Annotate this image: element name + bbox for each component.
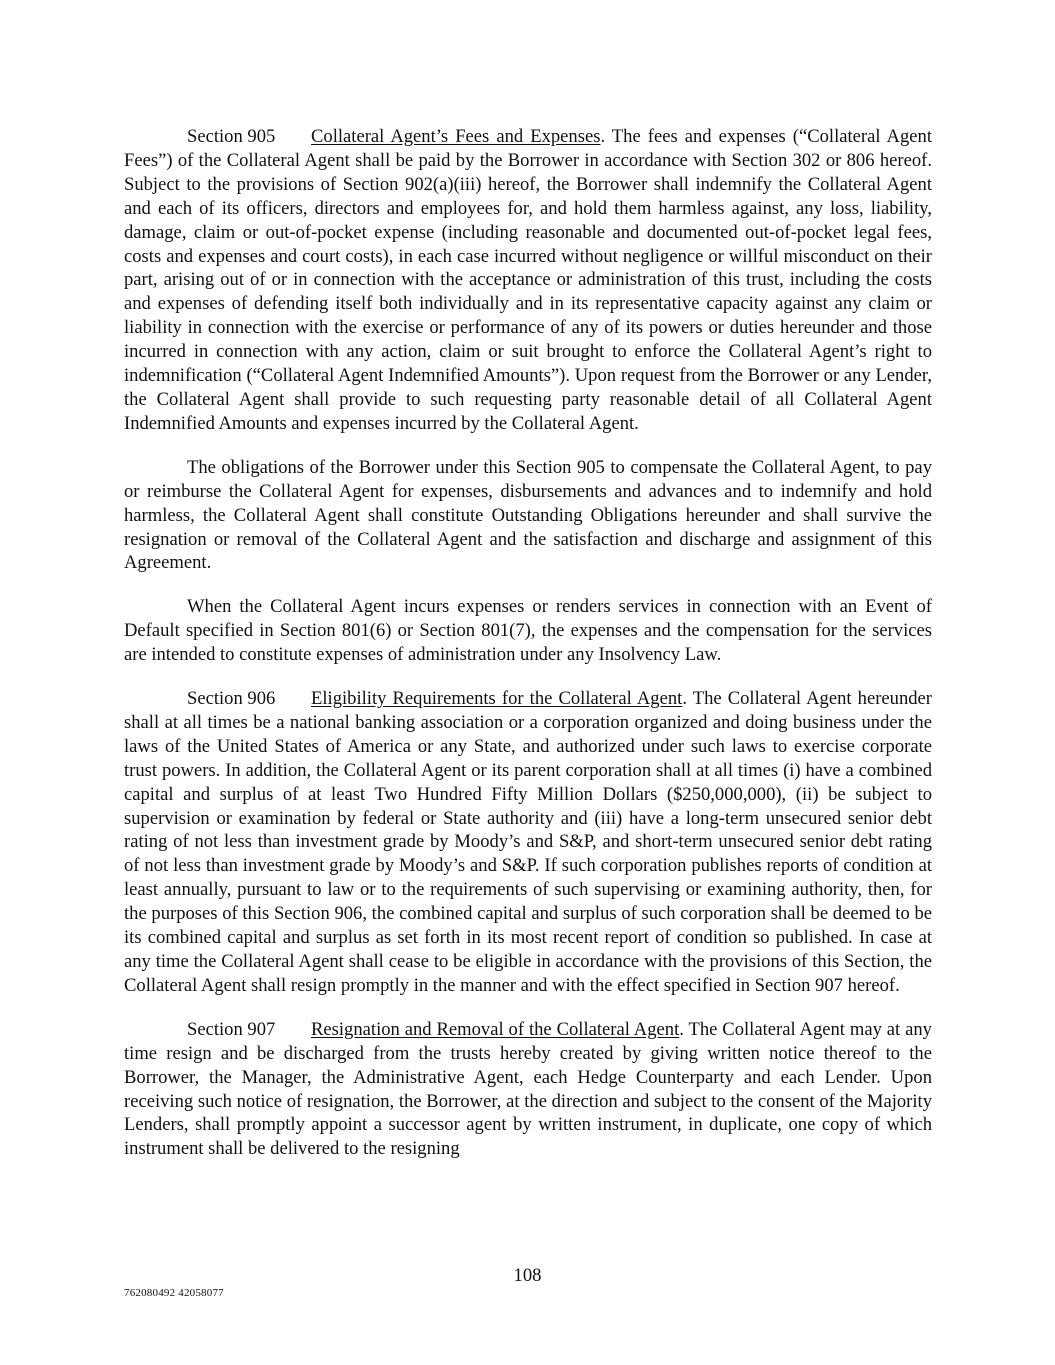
section-heading: Resignation and Removal of the Collateral Agent [311,1018,680,1040]
paragraph-event-of-default [124,595,932,667]
paragraph-obligations [124,456,932,576]
section-number: Section 905 [187,126,276,147]
document-body [124,125,932,1181]
paragraph-section-907 [124,1018,932,1161]
section-heading: Eligibility Requirements for the Collateral Agent [311,688,683,710]
page-number: 108 [513,1265,542,1286]
paragraph-text: The obligations of the Borrower under this Section 905 to compensate the Collateral Agent, to pay or reimburse the Collateral Agent for expenses, disbursements and advances and to indemnify and hold harmless, the Collateral Agent shall constitute Outstanding Obligations hereunder and shall survive the resignation or removal of the Collateral Agent and the satisfaction and discharge and assignment of this Agreement. [124,456,932,574]
paragraph-text: When the Collateral Agent incurs expenses or renders services in connection with an Event of Default specified in Section 801(6) or Section 801(7), the expenses and the compensation for the services are intended to constitute expenses of administration under any Insolvency Law. [124,596,932,666]
paragraph-text: . The Collateral Agent may at any time resign and be discharged from the trusts hereby created by giving written notice thereof to the Borrower, the Manager, the Administrative Agent, each Hedge Counterparty and each Lender. Upon receiving such notice of resignation, the Borrower, at the direction and subject to the consent of the Majority Lenders, shall promptly appoint a successor agent by written instrument, in duplicate, one copy of which instrument shall be delivered to the resigning [124,1018,932,1160]
paragraph-text: . The Collateral Agent hereunder shall at all times be a national banking association or a corporation organized and doing business under the laws of the United States of America or any State, and authorized under such laws to exercise corporate trust powers. In addition, the Collateral Agent or its parent corporation shall at all times (i) have a combined capital and surplus of at least Two Hundred Fifty Million Dollars ($250,000,000), (ii) be subject to supervision or examination by federal or State authority and (iii) have a long-term unsecured senior debt rating of not less than investment grade by Moody’s and S&P, and short-term unsecured senior debt rating of not less than investment grade by Moody’s and S&P. If such corporation publishes reports of condition at least annually, pursuant to law or to the requirements of such supervising or examining authority, then, for the purposes of this Section 906, the combined capital and surplus of such corporation shall be deemed to be its combined capital and surplus as set forth in its most recent report of condition so published. In case at any time the Collateral Agent shall cease to be eligible in accordance with the provisions of this Section, the Collateral Agent shall resign promptly in the manner and with the effect specified in Section 907 hereof. [124,688,932,996]
paragraph-text: . The fees and expenses (“Collateral Agent Fees”) of the Collateral Agent shall be paid by the Borrower in accordance with Section 302 or 806 hereof. Subject to the provisions of Section 902(a)(iii) hereof, the Borrower shall indemnify the Collateral Agent and each of its officers, directors and employees for, and hold them harmless against, any loss, liability, damage, claim or out-of-pocket expense (including reasonable and documented out-of-pocket legal fees, costs and expenses and court costs), in each case incurred without negligence or willful misconduct on their part, arising out of or in connection with the acceptance or administration of this trust, including the costs and expenses of defending itself both individually and in its representative capacity against any claim or liability in connection with the exercise or performance of any of its powers or duties hereunder and those incurred in connection with any action, claim or suit brought to enforce the Collateral Agent’s right to indemnification (“Collateral Agent Indemnified Amounts”). Upon request from the Borrower or any Lender, the Collateral Agent shall provide to such requesting party reasonable detail of all Collateral Agent Indemnified Amounts and expenses incurred by the Collateral Agent. [124,126,932,434]
document-id: 762080492 42058077 [124,1287,224,1299]
paragraph-section-905 [124,125,932,436]
section-number: Section 907 [187,1018,276,1040]
section-heading: Collateral Agent’s Fees and Expenses [311,126,601,147]
section-number: Section 906 [187,688,276,710]
paragraph-section-906 [124,687,932,998]
